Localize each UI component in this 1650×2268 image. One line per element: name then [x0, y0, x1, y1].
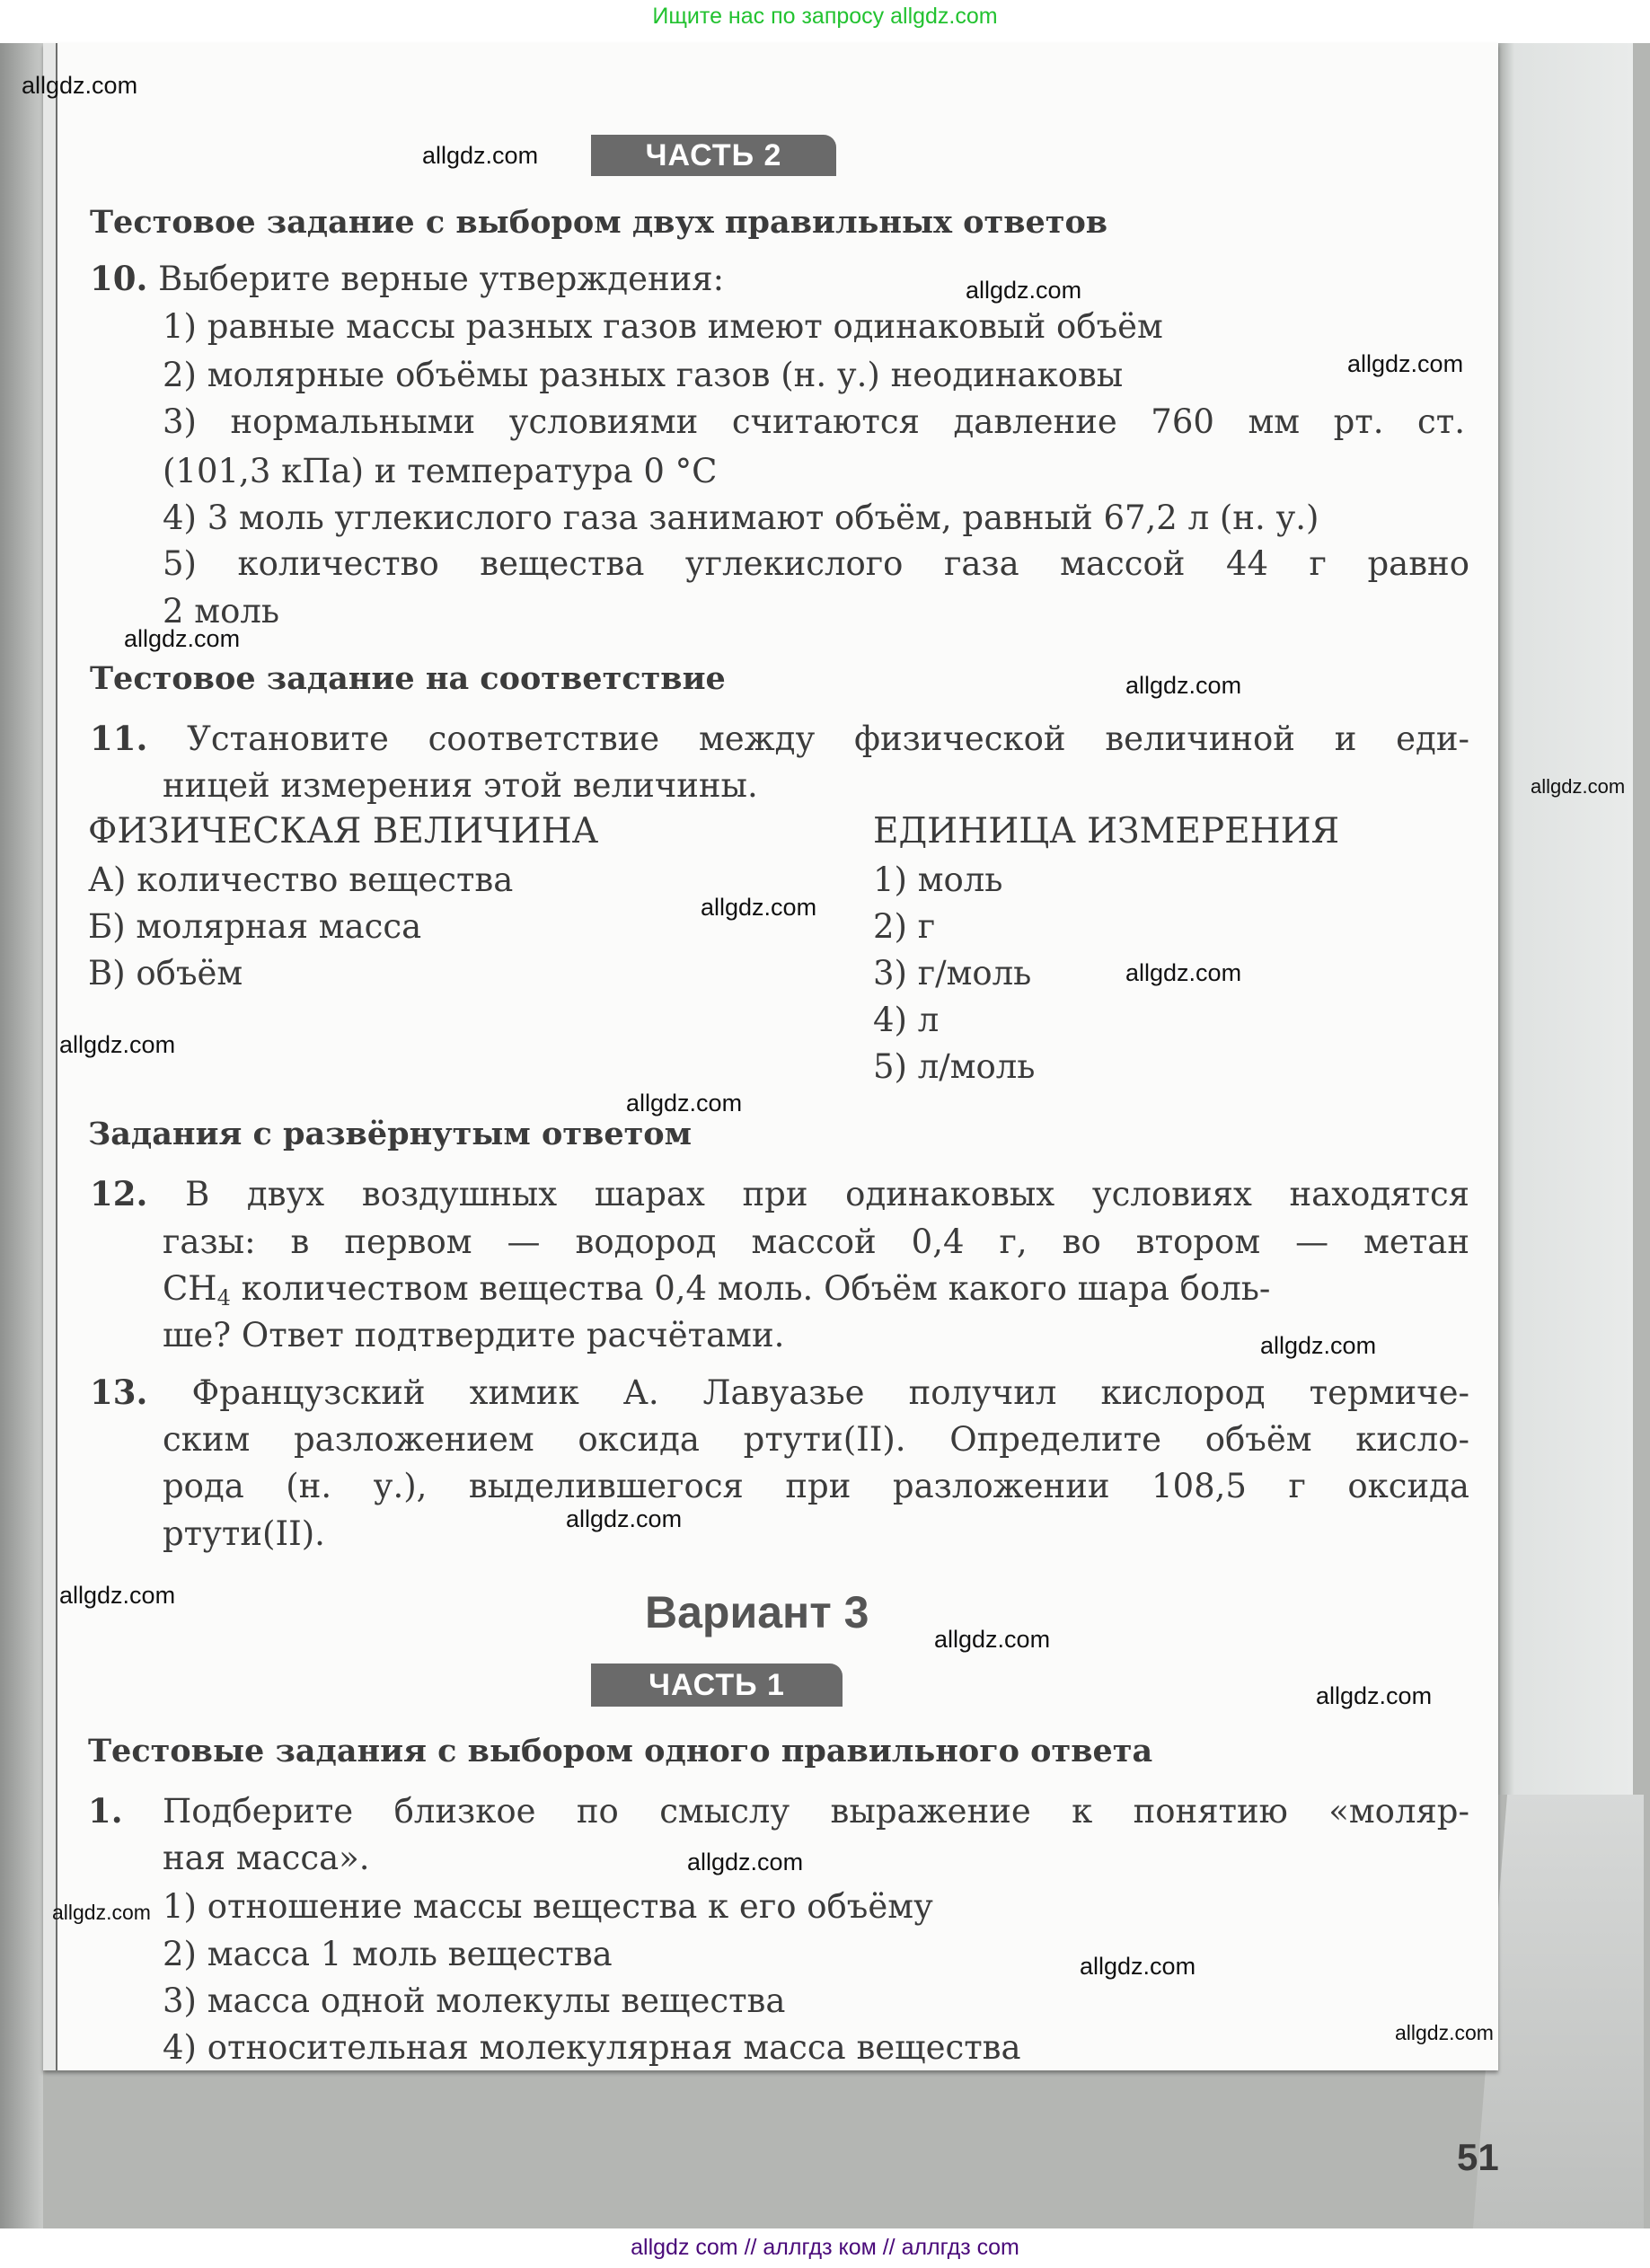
matching-left-item-v: В) объём: [88, 954, 243, 993]
watermark: allgdz.com: [52, 1901, 151, 1924]
variant-title: Вариант 3: [645, 1587, 869, 1637]
book-spine-shadow: [0, 43, 43, 2228]
question-number: 11.: [90, 719, 148, 758]
watermark: allgdz.com: [59, 1031, 176, 1058]
q1-option-1: 1) отношение массы вещества к его объёму: [163, 1887, 933, 1926]
watermark: allgdz.com: [966, 277, 1082, 304]
question-13-line-1: [90, 1372, 1470, 1412]
formula-subscript: 4: [216, 1285, 231, 1310]
watermark: allgdz.com: [1316, 1682, 1433, 1709]
question-12-line-1: [90, 1174, 1470, 1213]
watermark: allgdz.com: [422, 142, 539, 169]
matching-right-item-4: 4) л: [873, 1001, 940, 1039]
section-heading-one-answer: Тестовые задания с выбором одного правильного ответа: [88, 1733, 1153, 1769]
question-text: Выберите верные утверждения:: [158, 260, 725, 298]
watermark: allgdz.com: [1125, 959, 1242, 986]
matching-right-item-1: 1) моль: [873, 860, 1003, 899]
section-heading-matching: Тестовое задание на соответствие: [90, 660, 726, 697]
watermark: allgdz.com: [1395, 2021, 1494, 2044]
question-text: В двух воздушных шарах при одинаковых условиях находятся: [185, 1175, 1470, 1213]
question-13-line-2: ским разложением оксида ртути(II). Определите объём кисло-: [163, 1420, 1469, 1459]
q10-option-4: 4) 3 моль углекислого газа занимают объём, равный 67,2 л (н. у.): [163, 499, 1319, 537]
bottom-banner-text[interactable]: allgdz com // аллгдз ком // аллгдз com: [631, 2235, 1019, 2260]
question-11-line-1: [90, 719, 1469, 758]
matching-right-item-2: 2) г: [873, 907, 936, 946]
q10-option-1: 1) равные массы разных газов имеют одинаковый объём: [163, 307, 1163, 346]
q1-option-4: 4) относительная молекулярная масса вещества: [163, 2028, 1021, 2067]
q10-option-2: 2) молярные объёмы разных газов (н. у.) неодинаковы: [163, 356, 1124, 394]
question-12-line-4: ше? Ответ подтвердите расчётами.: [163, 1316, 785, 1355]
watermark: allgdz.com: [701, 894, 817, 921]
question-10: [90, 259, 725, 298]
formula-ch4: [163, 1269, 231, 1308]
part-1-badge: ЧАСТЬ 1: [591, 1663, 843, 1707]
question-number: 1.: [88, 1791, 123, 1831]
watermark: allgdz.com: [626, 1090, 743, 1116]
question-13-line-3: рода (н. у.), выделившегося при разложении 108,5 г оксида: [163, 1467, 1469, 1505]
watermark: allgdz.com: [22, 72, 138, 99]
formula-main: CH: [163, 1269, 217, 1308]
page-number: 51: [1457, 2136, 1499, 2178]
page-fold-line: [56, 43, 57, 2070]
question-text: Установите соответствие между физической величиной и еди-: [187, 719, 1469, 758]
question-12-line-2: газы: в первом — водород массой 0,4 г, во втором — метан: [163, 1222, 1469, 1261]
part-2-badge: ЧАСТЬ 2: [591, 135, 836, 176]
question-number: 13.: [90, 1372, 148, 1412]
matching-right-header: ЕДИНИЦА ИЗМЕРЕНИЯ: [873, 811, 1340, 852]
watermark: allgdz.com: [1260, 1332, 1377, 1359]
watermark: allgdz.com: [1347, 350, 1464, 377]
question-number: 10.: [90, 259, 148, 298]
watermark: allgdz.com: [1125, 672, 1242, 699]
question-text: Французский химик А. Лавуазье получил кислород термиче-: [191, 1373, 1470, 1412]
q10-option-3-cont: (101,3 кПа) и температура 0 °С: [163, 452, 718, 490]
watermark: allgdz.com: [124, 625, 241, 652]
question-number: 12.: [90, 1174, 148, 1213]
q10-option-3: 3) нормальными условиями считаются давление 760 мм рт. ст.: [163, 402, 1465, 441]
question-1-line-2: ная масса».: [163, 1839, 370, 1877]
matching-left-header: ФИЗИЧЕСКАЯ ВЕЛИЧИНА: [88, 811, 599, 852]
watermark: allgdz.com: [687, 1849, 804, 1875]
q1-option-2: 2) масса 1 моль вещества: [163, 1935, 613, 1973]
q10-option-5: 5) количество вещества углекислого газа массой 44 г равно: [163, 544, 1469, 583]
question-13-line-4: ртути(II).: [163, 1514, 325, 1553]
watermark: allgdz.com: [1080, 1953, 1196, 1980]
question-text: количеством вещества 0,4 моль. Объём какого шара боль-: [241, 1269, 1271, 1308]
matching-left-item-b: Б) молярная масса: [88, 907, 422, 946]
matching-right-item-3: 3) г/моль: [873, 954, 1032, 993]
question-1-line-1: [88, 1791, 1469, 1831]
question-12-line-3: [163, 1269, 1469, 1310]
watermark: allgdz.com: [934, 1626, 1051, 1653]
q10-option-5-cont: 2 моль: [163, 592, 280, 631]
watermark: allgdz.com: [566, 1505, 683, 1532]
top-banner-text[interactable]: Ищите нас по запросу allgdz.com: [652, 4, 998, 29]
watermark: allgdz.com: [59, 1582, 176, 1609]
watermark: allgdz.com: [1531, 775, 1626, 798]
next-page-edge: [1498, 43, 1633, 1795]
question-text: Подберите близкое по смыслу выражение к понятию «моляр-: [163, 1792, 1469, 1831]
section-heading-two-answers: Тестовое задание с выбором двух правильных ответов: [90, 204, 1108, 241]
question-11-line-2: ницей измерения этой величины.: [163, 766, 758, 805]
matching-left-item-a: А) количество вещества: [88, 860, 514, 899]
matching-right-item-5: 5) л/моль: [873, 1047, 1036, 1086]
q1-option-3: 3) масса одной молекулы вещества: [163, 1981, 786, 2020]
section-heading-extended: Задания с развёрнутым ответом: [88, 1116, 693, 1152]
